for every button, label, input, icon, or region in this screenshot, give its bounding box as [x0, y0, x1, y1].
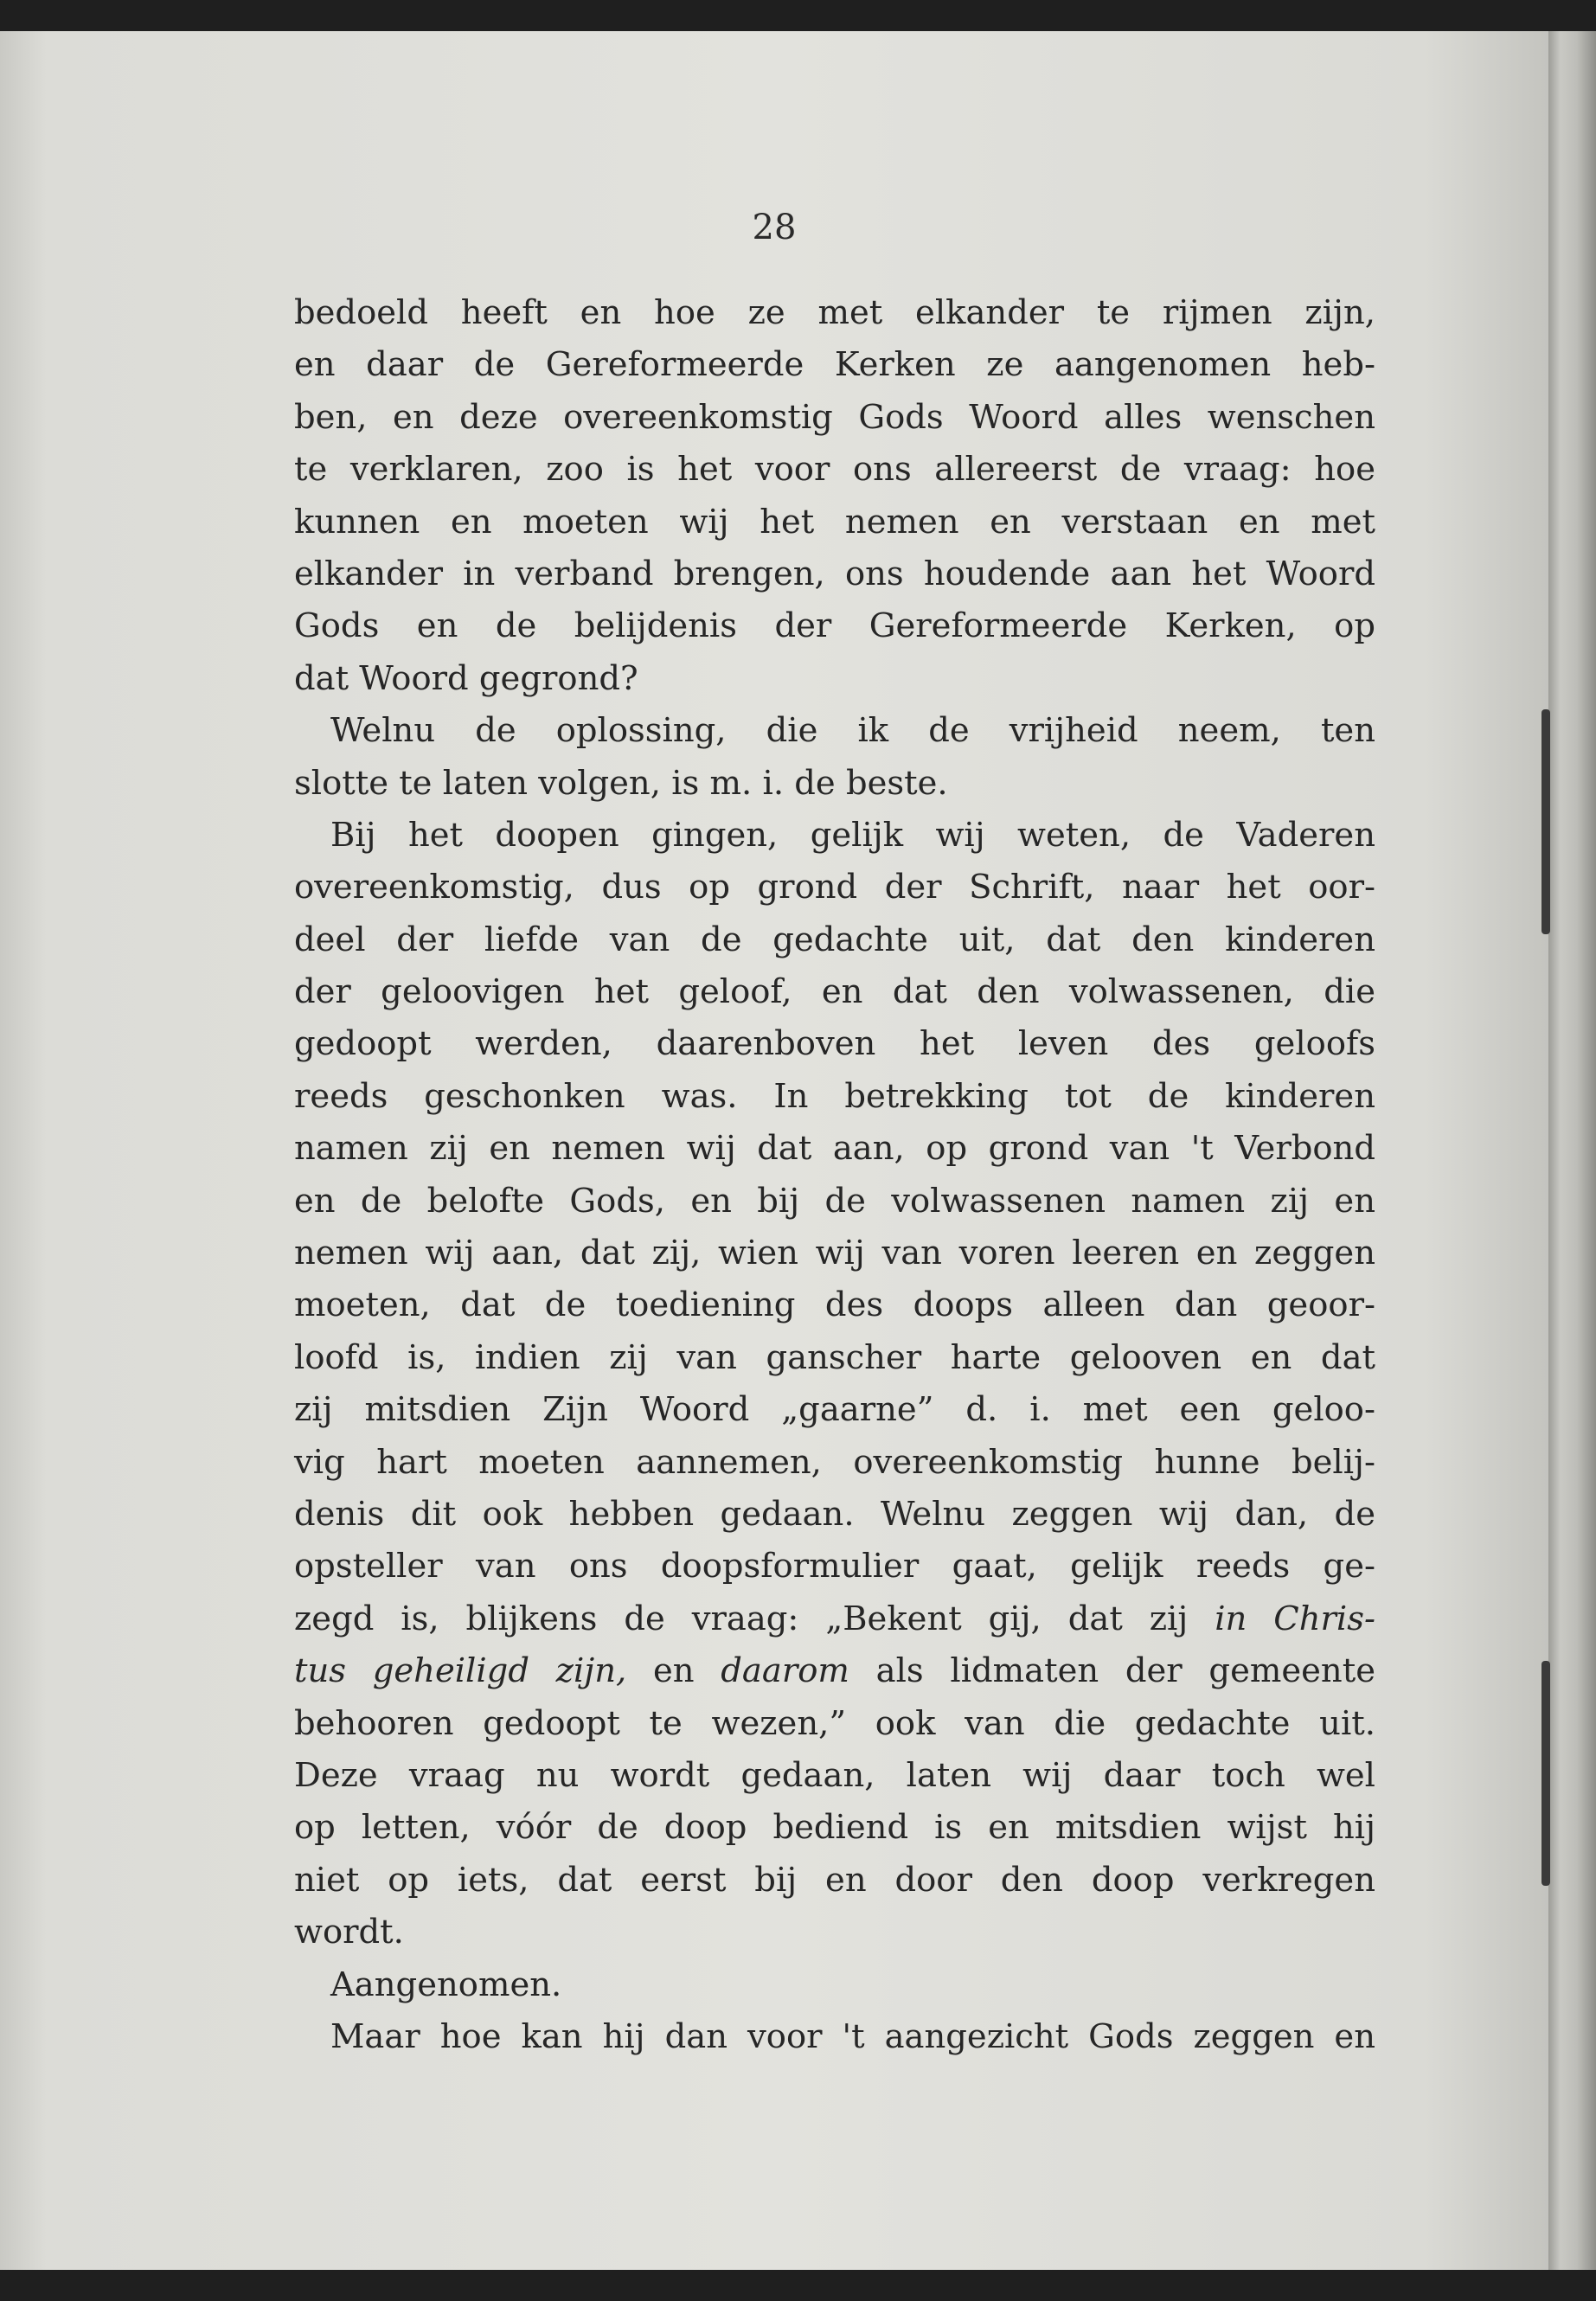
body-text [294, 287, 1375, 2063]
text-line: en de belofte Gods, en bij de volwassenen namen zij en [294, 1181, 1375, 1221]
text-line: denis dit ook hebben gedaan. Welnu zeggen wij dan, de [294, 1494, 1375, 1534]
text-segment: zegd is, blijkens de vraag: „Bekent gij, dat zij [294, 1599, 1189, 1638]
text-line: niet op iets, dat eerst bij en door den doop verkregen [294, 1860, 1375, 1900]
text-line [294, 1645, 1375, 1697]
text-line: gedoopt werden, daarenboven het leven des geloofs [294, 1024, 1375, 1064]
binding-mark [1542, 709, 1550, 934]
text-line: elkander in verband brengen, ons houdende aan het Woord [294, 554, 1375, 593]
text-line: zij mitsdien Zijn Woord „gaarne” d. i. met een geloo- [294, 1390, 1375, 1430]
text-line: namen zij en nemen wij dat aan, op grond van 't Verbond [294, 1129, 1375, 1169]
italic-text: daarom [721, 1651, 849, 1691]
text-line: Maar hoe kan hij dan voor 't aangezicht Gods zeggen en [330, 2016, 1375, 2056]
text-line: Welnu de oplossing, die ik de vrijheid neem, ten [330, 711, 1375, 751]
text-line: Bij het doopen gingen, gelijk wij weten, de Vaderen [330, 815, 1375, 855]
text-line: slotte te laten volgen, is m. i. de beste. [294, 763, 948, 803]
text-line: bedoeld heeft en hoe ze met elkander te rijmen zijn, [294, 293, 1375, 332]
text-line: deel der liefde van de gedachte uit, dat den kinderen [294, 920, 1375, 959]
text-line: kunnen en moeten wij het nemen en verstaan en met [294, 502, 1375, 542]
text-line: nemen wij aan, dat zij, wien wij van voren leeren en zeggen [294, 1234, 1375, 1273]
text-line: Aangenomen. [330, 1965, 562, 2004]
italic-text: tus geheiligd zijn, [294, 1651, 627, 1691]
text-line: overeenkomstig, dus op grond der Schrift, naar het oor- [294, 868, 1375, 907]
text-line: loofd is, indien zij van ganscher harte gelooven en dat [294, 1337, 1375, 1377]
page-number: 28 [752, 208, 797, 247]
italic-text: in Chris- [1215, 1599, 1375, 1638]
text-line: reeds geschonken was. In betrekking tot de kinderen [294, 1076, 1375, 1116]
text-line: behooren gedoopt te wezen,” ook van die gedachte uit. [294, 1703, 1375, 1743]
text-line: op letten, vóór de doop bediend is en mitsdien wijst hij [294, 1808, 1375, 1848]
text-line: vig hart moeten aannemen, overeenkomstig hunne belij- [294, 1442, 1375, 1482]
text-line: ben, en deze overeenkomstig Gods Woord alles wenschen [294, 397, 1375, 437]
page-edge [1548, 31, 1596, 2270]
text-segment: en [652, 1651, 695, 1691]
text-line: dat Woord gegrond? [294, 658, 638, 698]
text-line: wordt. [294, 1913, 404, 1952]
text-line: opsteller van ons doopsformulier gaat, gelijk reeds ge- [294, 1547, 1375, 1586]
text-line: der geloovigen het geloof, en dat den volwassenen, die [294, 972, 1375, 1012]
text-segment: als lidmaten der gemeente [875, 1651, 1375, 1691]
text-line: Deze vraag nu wordt gedaan, laten wij daar toch wel [294, 1755, 1375, 1795]
text-line [294, 1593, 1375, 1645]
text-line: en daar de Gereformeerde Kerken ze aangenomen heb- [294, 345, 1375, 385]
text-line: te verklaren, zoo is het voor ons allereerst de vraag: hoe [294, 450, 1375, 490]
text-line: moeten, dat de toediening des doops alleen dan geoor- [294, 1285, 1375, 1325]
binding-mark [1542, 1661, 1550, 1886]
text-line: Gods en de belijdenis der Gereformeerde Kerken, op [294, 606, 1375, 646]
